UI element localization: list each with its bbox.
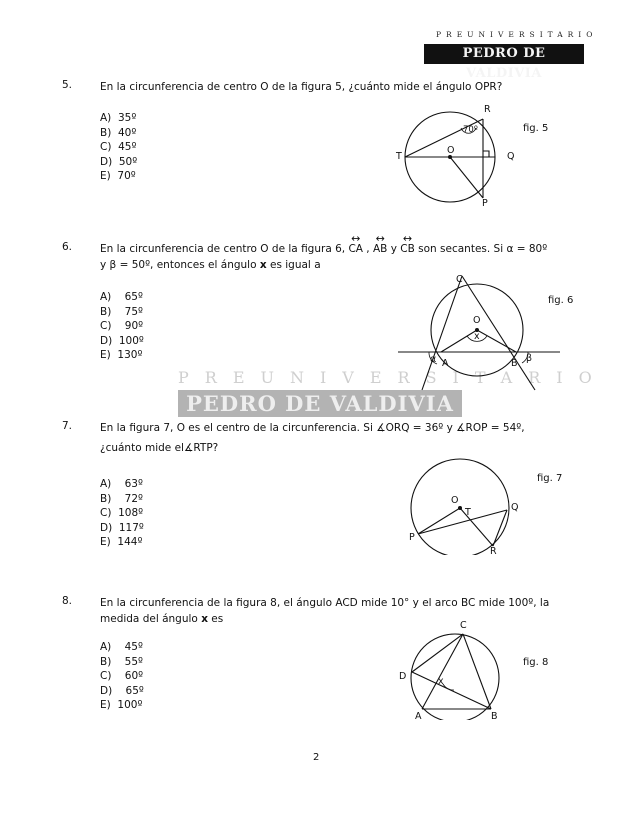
fig6-point-o: O (473, 315, 481, 326)
fig5-point-t: T (396, 151, 402, 162)
option-c[interactable]: C) 45º (100, 141, 137, 153)
question-6-options (100, 290, 144, 363)
option-e[interactable]: E) 70º (100, 170, 136, 182)
fig6-angle-alpha: α (430, 354, 437, 365)
fig8-angle-x: x (438, 676, 444, 687)
option-d[interactable]: D) 65º (100, 684, 144, 697)
fig8-point-b: B (491, 711, 498, 722)
fig6-angle-beta: β (526, 353, 533, 364)
question-6-number: 6. (62, 241, 73, 253)
question-7-text: En la figura 7, O es el centro de la circunferencia. Si ∡ORQ = 36º y ∡ROP = 54º, ¿cuánto mide el∡RTP? (100, 422, 525, 454)
fig5-point-p: P (482, 198, 488, 209)
fig5-angle-label: 70º (463, 125, 478, 135)
watermark-subtitle: PREUNIVERSITARIO (178, 368, 608, 387)
fig5-point-q: Q (507, 151, 515, 162)
option-a[interactable]: A) 35º (100, 112, 137, 124)
fig7-point-r: R (490, 546, 497, 557)
fig7-chord-pq (418, 510, 507, 534)
question-8-number: 8. (62, 595, 73, 607)
question-7-number: 7. (62, 420, 73, 432)
option-e[interactable]: E) 144º (100, 536, 143, 548)
fig7-point-q: Q (511, 502, 519, 513)
fig8-label: fig. 8 (523, 657, 549, 668)
fig7-point-t: T (465, 507, 471, 518)
fig7-radius-op (418, 508, 460, 534)
question-5-text: En la circunferencia de centro O de la figura 5, ¿cuánto mide el ángulo OPR? (100, 81, 503, 93)
fig8-point-a: A (415, 711, 422, 722)
option-b[interactable]: B) 55º (100, 655, 143, 668)
option-c[interactable]: C) 90º (100, 320, 144, 332)
option-b[interactable]: B) 75º (100, 305, 143, 318)
fig8-point-d: D (399, 671, 407, 682)
question-8-options (100, 640, 144, 713)
option-d[interactable]: D) 50º (100, 155, 138, 168)
fig8-chord-cd (412, 634, 463, 672)
fig6-label: fig. 6 (548, 295, 574, 306)
fig5-segment-op (450, 157, 483, 198)
question-6-text: En la circunferencia de centro O de la figura 6, ↔ CA , ↔ AB y ↔ CB son secantes. Si α = 80º y β = 50º, entonces el ángulo x es igual a (100, 241, 565, 273)
fig8-point-c: C (460, 620, 467, 631)
option-e[interactable]: E) 130º (100, 349, 143, 361)
fig5-point-r: R (484, 104, 491, 115)
figure-5 (390, 100, 540, 215)
watermark-logo: PEDRO DE VALDIVIA (178, 390, 462, 417)
figure-6 (390, 260, 580, 400)
logo: PEDRO DE VALDIVIA (424, 44, 584, 64)
secant-ab: ↔ AB (373, 241, 387, 257)
option-c[interactable]: C) 108º (100, 507, 144, 519)
fig6-point-a: A (442, 358, 449, 369)
fig6-point-b: B (511, 358, 518, 369)
fig6-point-c: C (456, 274, 463, 285)
logo-subtitle: PREUNIVERSITARIO (436, 30, 598, 39)
option-d[interactable]: D) 117º (100, 521, 144, 534)
fig8-chord-ca (422, 634, 463, 709)
fig6-angle-x: x (474, 331, 480, 342)
fig5-right-angle (483, 151, 489, 157)
option-a[interactable]: A) 45º (100, 641, 143, 653)
fig6-radius-ob (477, 330, 516, 352)
option-b[interactable]: B) 40º (100, 126, 137, 139)
question-8-text: En la circunferencia de la figura 8, el ángulo ACD mide 10° y el arco BC mide 100º, la medida del ángulo x es (100, 597, 550, 625)
fig7-center-dot (458, 506, 462, 510)
fig7-point-p: P (409, 532, 415, 543)
figure-8 (395, 620, 520, 720)
option-b[interactable]: B) 72º (100, 492, 143, 505)
option-a[interactable]: A) 63º (100, 478, 143, 490)
option-c[interactable]: C) 60º (100, 670, 144, 682)
fig6-radius-oa (441, 330, 477, 352)
fig7-label: fig. 7 (537, 473, 563, 484)
question-5-number: 5. (62, 79, 73, 91)
secant-cb: ↔ CB (400, 241, 415, 257)
fig5-point-o: O (447, 145, 455, 156)
option-d[interactable]: D) 100º (100, 334, 144, 347)
secant-ca: ↔ CA (348, 241, 363, 257)
question-5-options (100, 111, 137, 184)
option-e[interactable]: E) 100º (100, 699, 143, 711)
fig6-secant-ca (422, 276, 462, 390)
page-number: 2 (313, 752, 320, 763)
question-7-options (100, 477, 144, 550)
fig7-point-o: O (451, 495, 459, 506)
option-a[interactable]: A) 65º (100, 291, 143, 303)
fig5-label: fig. 5 (523, 123, 549, 134)
